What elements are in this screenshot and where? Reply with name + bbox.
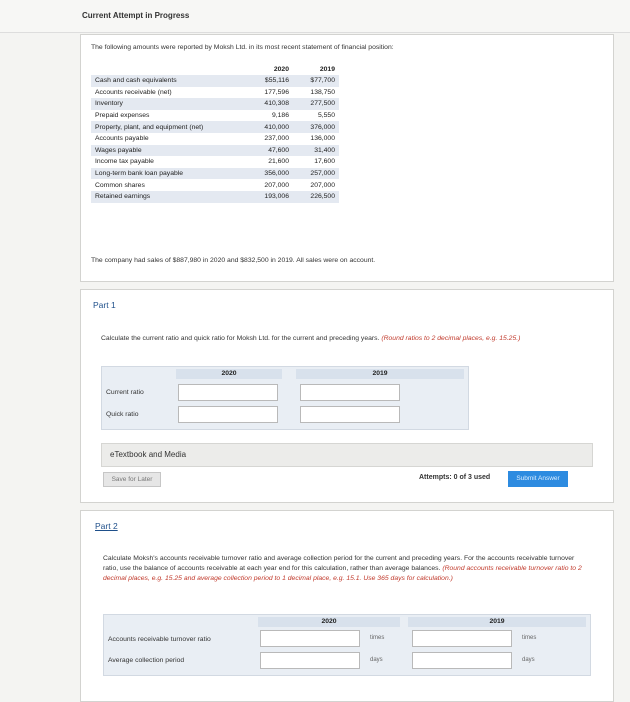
table-row: Retained earnings 193,006 226,500	[91, 191, 339, 203]
attempts-text: Attempts: 0 of 3 used	[419, 474, 491, 481]
part1-instruction: Calculate the current ratio and quick ratio for Moksh Ltd. for the current and preceding years. (Round ratios to 2 decimal places, e.g. 15.25.)	[101, 335, 521, 342]
part2-col-2019: 2019	[408, 617, 586, 627]
part2-panel	[80, 510, 614, 702]
part1-col-2019: 2019	[296, 369, 464, 379]
avg-collection-label: Average collection period	[108, 657, 185, 664]
table-row: Prepaid expenses 9,186 5,550	[95, 112, 335, 120]
ar-turnover-2019-input[interactable]	[412, 630, 512, 647]
part2-instruction: Calculate Moksh's accounts receivable turnover ratio and average collection period for the current and preceding years. For the accounts receivable turnover ratio, use the balance of accounts receivable at each year end for this calculation, rather than average balances. (Round accounts receivable turnover ratio to 2 decimal places, e.g. 15.25 and average collection period to 1 decimal place, e.g. 15.1. Use 365 days for calculation.)	[103, 555, 582, 582]
financial-statement-table	[91, 64, 339, 203]
current-ratio-label: Current ratio	[106, 389, 144, 396]
part2-col-2020: 2020	[258, 617, 400, 627]
col-header-2019: 2019	[319, 66, 335, 73]
submit-answer-button[interactable]: Submit Answer	[508, 471, 568, 487]
etextbook-label: eTextbook and Media	[110, 450, 187, 459]
part2-label[interactable]: Part 2	[95, 521, 118, 531]
table-row: Common shares 207,000 207,000	[95, 181, 335, 189]
part1-rounding-note: (Round ratios to 2 decimal places, e.g. 15.25.)	[381, 335, 521, 342]
intro-text: The following amounts were reported by Moksh Ltd. in its most recent statement of financial position:	[91, 44, 394, 51]
table-row: Accounts receivable (net) 177,596 138,750	[95, 88, 335, 96]
current-ratio-2020-input[interactable]	[178, 384, 278, 401]
ar-turnover-2020-input[interactable]	[260, 630, 360, 647]
part2-answer-grid	[103, 614, 591, 676]
ar-turnover-label: Accounts receivable turnover ratio	[108, 636, 211, 643]
table-row: Cash and cash equivalents $55,116 $77,700	[91, 75, 339, 87]
avg-collection-2019-input[interactable]	[412, 652, 512, 669]
current-ratio-2019-input[interactable]	[300, 384, 400, 401]
table-row: Wages payable 47,600 31,400	[91, 145, 339, 157]
part1-panel	[80, 289, 614, 503]
etextbook-bar[interactable]	[101, 443, 593, 467]
question-panel	[80, 34, 614, 282]
top-bar	[0, 0, 630, 33]
avg-collection-2019-unit: days	[522, 657, 535, 663]
part1-answer-grid	[101, 366, 469, 430]
quick-ratio-2020-input[interactable]	[178, 406, 278, 423]
part1-col-2020: 2020	[176, 369, 282, 379]
table-row: Property, plant, and equipment (net) 410,000 376,000	[91, 121, 339, 133]
table-row: Inventory 410,308 277,500	[91, 98, 339, 110]
sales-text: The company had sales of $887,980 in 2020 and $832,500 in 2019. All sales were on account.	[91, 257, 376, 264]
save-for-later-button[interactable]: Save for Later	[103, 472, 161, 487]
ar-turnover-2019-unit: times	[522, 635, 537, 641]
part1-label: Part 1	[93, 300, 116, 310]
quick-ratio-2019-input[interactable]	[300, 406, 400, 423]
table-row: Income tax payable 21,600 17,600	[95, 158, 335, 166]
avg-collection-2020-input[interactable]	[260, 652, 360, 669]
avg-collection-2020-unit: days	[370, 657, 383, 663]
table-row: Accounts payable 237,000 136,000	[95, 135, 335, 143]
part2-rounding-note: (Round accounts receivable turnover ratio to 2 decimal places, e.g. 15.25 and average collection period to 1 decimal place, e.g. 15.1. Use 365 days for calculation.)	[103, 565, 582, 582]
page-title: Current Attempt in Progress	[82, 11, 190, 20]
quick-ratio-label: Quick ratio	[106, 411, 139, 418]
col-header-2020: 2020	[273, 66, 289, 73]
table-row: Long-term bank loan payable 356,000 257,000	[91, 168, 339, 180]
ar-turnover-2020-unit: times	[370, 635, 385, 641]
